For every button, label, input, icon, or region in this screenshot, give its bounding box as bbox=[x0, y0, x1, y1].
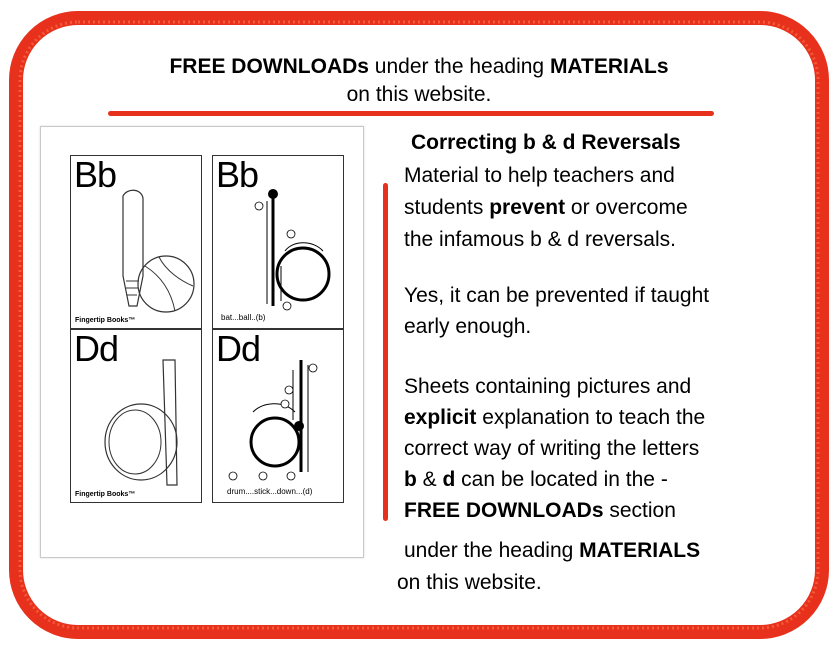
card-letters: Dd bbox=[74, 328, 119, 369]
top-notice-line2: on this website. bbox=[346, 83, 492, 106]
card-letters: Dd bbox=[216, 328, 261, 369]
paragraph-3-line-2: explicit explanation to teach the bbox=[404, 406, 706, 429]
panel-heading: Correcting b & d Reversals bbox=[411, 131, 681, 154]
card-caption: drum....stick...down...(d) bbox=[227, 487, 313, 496]
paragraph-3-line-4: b & d can be located in the - bbox=[404, 468, 668, 491]
card-b-strokes bbox=[212, 155, 344, 329]
card-b-picture bbox=[70, 155, 202, 329]
paragraph-3-line-5: FREE DOWNLOADs section bbox=[404, 499, 676, 522]
worksheet-preview bbox=[40, 126, 364, 558]
card-letters: Bb bbox=[216, 154, 259, 195]
paragraph-4-line-1: under the heading MATERIALS bbox=[404, 539, 701, 562]
paragraph-3-line-3: correct way of writing the letters bbox=[404, 437, 700, 460]
horizontal-divider bbox=[108, 111, 714, 116]
b-stroke-diagram bbox=[213, 156, 343, 328]
paragraph-1-line-1: Material to help teachers and bbox=[404, 164, 675, 187]
paragraph-1-line-3: the infamous b & d reversals. bbox=[404, 228, 676, 251]
card-footer: Fingertip Books™ bbox=[75, 491, 136, 498]
card-d-picture bbox=[70, 329, 202, 503]
paragraph-3-line-1: Sheets containing pictures and bbox=[404, 375, 692, 398]
d-stroke-diagram bbox=[213, 330, 343, 502]
paragraph-2-line-1: Yes, it can be prevented if taught bbox=[404, 284, 710, 307]
paragraph-1-line-2: students prevent or overcome bbox=[404, 196, 688, 219]
bat-and-ball-illustration bbox=[71, 156, 201, 328]
card-letters: Bb bbox=[74, 154, 117, 195]
card-d-strokes bbox=[212, 329, 344, 503]
paragraph-2-line-2: early enough. bbox=[404, 315, 532, 338]
paragraph-4-line-2: on this website. bbox=[397, 571, 542, 594]
card-footer: Fingertip Books™ bbox=[75, 317, 136, 324]
top-notice-line1: FREE DOWNLOADs under the heading MATERIALs bbox=[169, 55, 669, 78]
drum-and-stick-illustration bbox=[71, 330, 201, 502]
vertical-divider bbox=[383, 183, 388, 521]
card-caption: bat...ball..(b) bbox=[221, 313, 266, 322]
